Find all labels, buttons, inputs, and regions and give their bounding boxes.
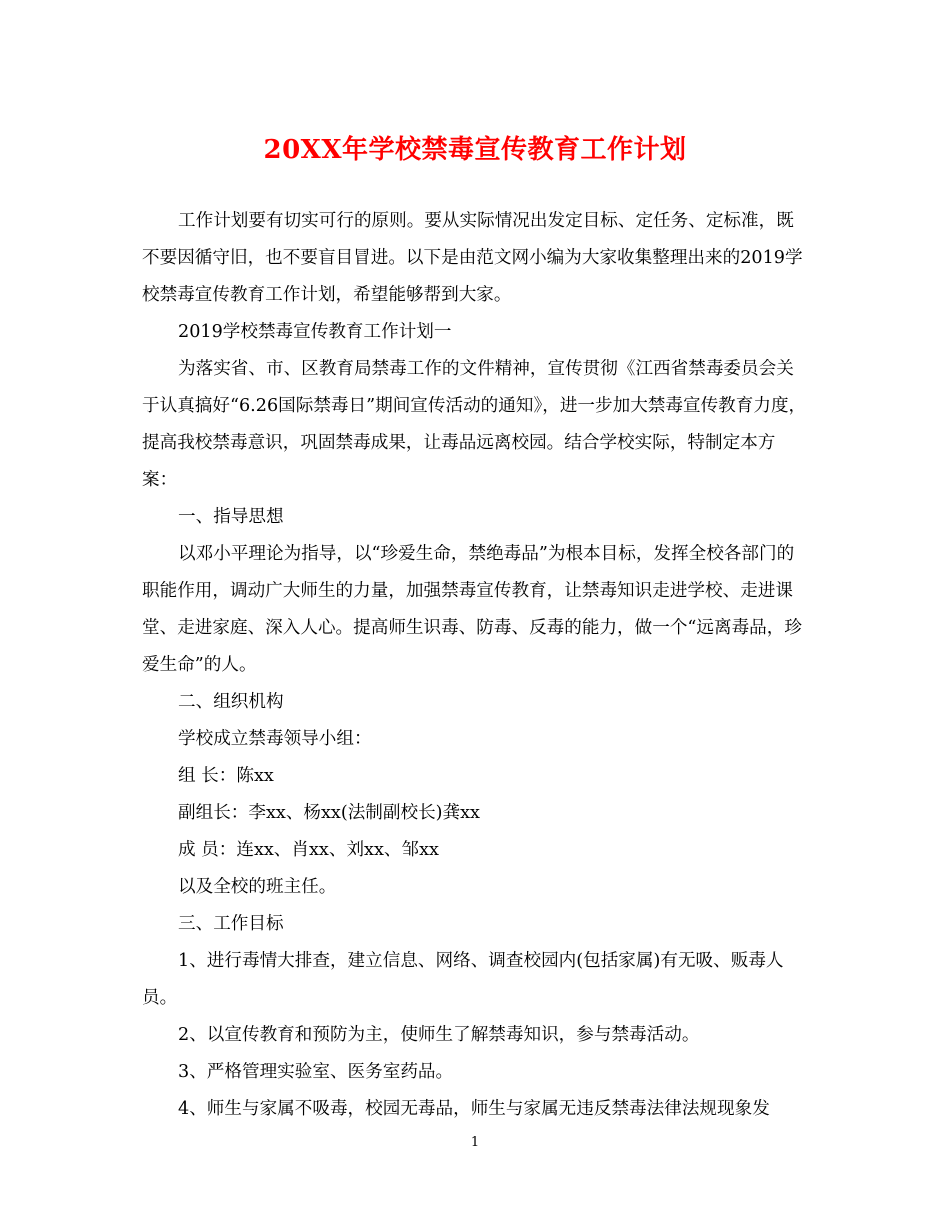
paragraph-deputy-leader: 副组长：李xx、杨xx(法制副校长)龚xx [178, 803, 480, 823]
list-item-goal-3: 3、严格管理实验室、医务室药品。 [178, 1062, 454, 1082]
paragraph-purpose: 为落实省、市、区教育局禁毒工作的文件精神，宣传贯彻《江西省禁毒委员会关于认真搞好“6.26国际禁毒日”期间宣传活动的通知》，进一步加大禁毒宣传教育力度，提高我校禁毒意识，巩固禁毒成果，让毒品远离校园。结合学校实际，特制定本方案： [142, 359, 807, 490]
section-heading-organization: 二、组织机构 [178, 692, 284, 712]
paragraph-class-teachers: 以及全校的班主任。 [178, 877, 337, 897]
paragraph-plan-heading: 2019学校禁毒宣传教育工作计划一 [178, 322, 452, 342]
paragraph-guiding-ideology: 以邓小平理论为指导，以“珍爱生命，禁绝毒品”为根本目标，发挥全校各部门的职能作用，调动广大师生的力量，加强禁毒宣传教育，让禁毒知识走进学校、走进课堂、走进家庭、深入人心。提高师生识毒、防毒、反毒的能力，做一个“远离毒品，珍爱生命”的人。 [142, 544, 802, 675]
paragraph-members: 成 员：连xx、肖xx、刘xx、邹xx [178, 840, 439, 860]
paragraph-leadership-group: 学校成立禁毒领导小组： [178, 729, 372, 749]
section-heading-work-goals: 三、工作目标 [178, 914, 284, 934]
document-body [142, 203, 808, 1128]
list-item-goal-1: 1、进行毒情大排查，建立信息、网络、调查校园内(包括家属)有无吸、贩毒人员。 [142, 951, 784, 1008]
paragraph-group-leader: 组 长：陈xx [178, 766, 274, 786]
section-heading-guiding-ideology: 一、指导思想 [178, 507, 284, 527]
paragraph-intro: 工作计划要有切实可行的原则。要从实际情况出发定目标、定任务、定标准，既不要因循守旧，也不要盲目冒进。以下是由范文网小编为大家收集整理出来的2019学校禁毒宣传教育工作计划，希望能够帮到大家。 [142, 211, 803, 305]
list-item-goal-4: 4、师生与家属不吸毒，校园无毒品，师生与家属无违反禁毒法律法规现象发 [178, 1099, 770, 1119]
page-number: 1 [470, 1135, 480, 1150]
page-title: 20XX年学校禁毒宣传教育工作计划 [263, 135, 687, 165]
list-item-goal-2: 2、以宣传教育和预防为主，使师生了解禁毒知识，参与禁毒活动。 [178, 1025, 700, 1045]
